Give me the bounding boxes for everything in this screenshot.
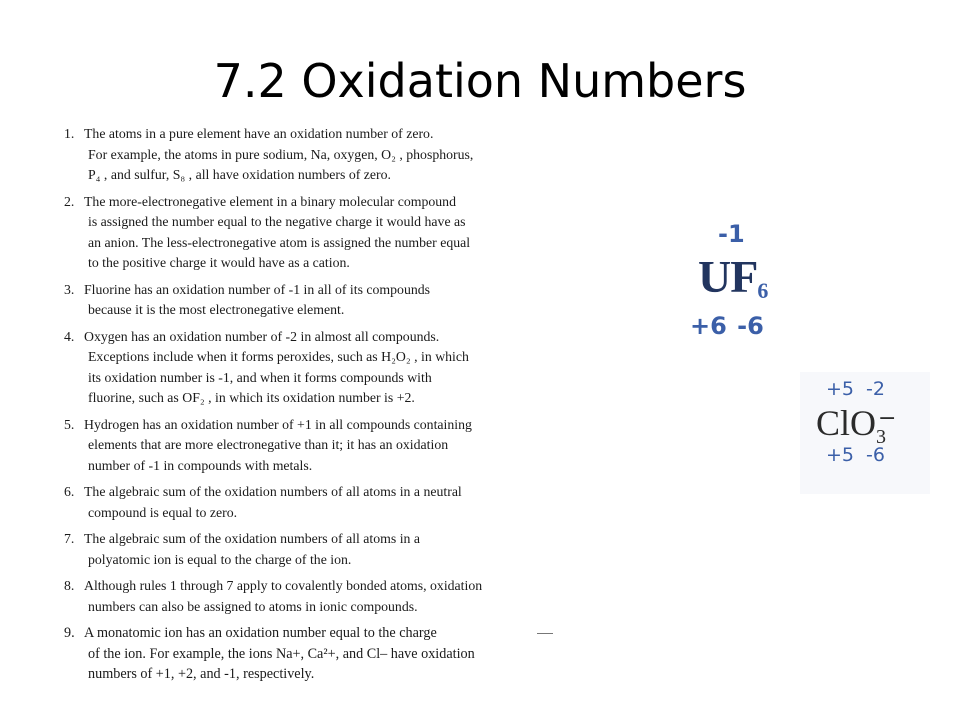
rule-text-line: A monatomic ion has an oxidation number equal to the charge: [84, 625, 437, 641]
rule-text-line: Hydrogen has an oxidation number of +1 in all compounds containing: [84, 416, 472, 432]
clo3-formula: [816, 402, 887, 448]
rule-text-line: is assigned the number equal to the negative charge it would have as: [88, 214, 466, 229]
clo3-example: [800, 372, 930, 494]
rule-text-line: an anion. The less-electronegative atom is assigned the number equal: [88, 234, 471, 250]
rule-text-line: Exceptions include when it forms peroxides, such as H₂O₂ , in which: [88, 349, 469, 364]
clo3-oxidation-numbers: +5 -2: [826, 378, 885, 400]
rule-text-line: Fluorine has an oxidation number of -1 in all of its compounds: [84, 281, 431, 297]
rule-item-4: [62, 327, 542, 409]
rule-number: 3.: [64, 281, 75, 297]
uf6-example: [688, 220, 798, 340]
rule-number: 4.: [64, 328, 75, 344]
rule-text-line: of the ion. For example, the ions Na+, Ca²+, and Cl– have oxidation: [88, 645, 475, 662]
rule-item-9: [62, 623, 542, 685]
rule-text-line: fluorine, such as OF₂ , in which its oxidation number is +2.: [88, 390, 415, 405]
rule-item-1: [62, 124, 542, 186]
uf6-subscript: 6: [757, 278, 768, 303]
rule-item-8: [62, 576, 542, 617]
oxidation-rules-list: [62, 124, 542, 691]
rule-text-line: The more-electronegative element in a binary molecular compound: [84, 193, 456, 209]
rule-text-line: Although rules 1 through 7 apply to covalently bonded atoms, oxidation: [84, 578, 483, 593]
rule-text-line: For example, the atoms in pure sodium, Na, oxygen, O₂ , phosphorus,: [88, 146, 474, 162]
rule-text-line: numbers of +1, +2, and -1, respectively.: [88, 666, 315, 682]
rule-text-line: Oxygen has an oxidation number of -2 in almost all compounds.: [84, 328, 440, 344]
rule-number: 5.: [64, 416, 75, 432]
uf6-formula: [698, 250, 767, 303]
uf6-totals: +6 -6: [690, 312, 764, 340]
rule-number: 7.: [64, 531, 75, 546]
rule-text-line: polyatomic ion is equal to the charge of the ion.: [88, 551, 352, 567]
clo3-charge: −: [878, 406, 897, 431]
rule-text-line: The algebraic sum of the oxidation numbers of all atoms in a neutral: [84, 484, 462, 499]
slide-title: 7.2 Oxidation Numbers: [213, 54, 747, 108]
rule-item-6: [62, 482, 542, 523]
uf6-element: UF: [698, 251, 758, 302]
clo3-element: ClO: [816, 403, 877, 443]
rule-number: 2.: [64, 193, 75, 209]
rule-number: 6.: [64, 484, 75, 499]
rule-number: 8.: [64, 578, 75, 593]
rule-text-line: numbers can also be assigned to atoms in ionic compounds.: [88, 598, 418, 614]
clo3-totals: +5 -6: [826, 444, 885, 466]
rule-text-line: compound is equal to zero.: [88, 504, 238, 520]
uf6-fluorine-oxidation: -1: [718, 220, 745, 248]
rule-item-3: [62, 280, 542, 321]
rule-text-line: The atoms in a pure element have an oxidation number of zero.: [84, 126, 434, 141]
divider-mark: [537, 633, 553, 634]
rule-text-line: to the positive charge it would have as a cation.: [88, 255, 350, 270]
rule-text-line: number of -1 in compounds with metals.: [88, 457, 313, 473]
rule-item-2: [62, 192, 542, 274]
rule-text-line: elements that are more electronegative than it; it has an oxidation: [88, 437, 449, 452]
rule-text-line: The algebraic sum of the oxidation numbers of all atoms in a: [84, 531, 421, 546]
rule-number: 1.: [64, 126, 75, 141]
rule-text-line: its oxidation number is -1, and when it forms compounds with: [88, 369, 432, 385]
rule-item-7: [62, 529, 542, 570]
rule-text-line: P₄ , and sulfur, S₈ , all have oxidation numbers of zero.: [88, 167, 391, 182]
rule-item-5: [62, 415, 542, 477]
rule-number: 9.: [64, 625, 75, 641]
clo3-subscript: 3: [876, 426, 887, 448]
rule-text-line: because it is the most electronegative element.: [88, 302, 345, 317]
